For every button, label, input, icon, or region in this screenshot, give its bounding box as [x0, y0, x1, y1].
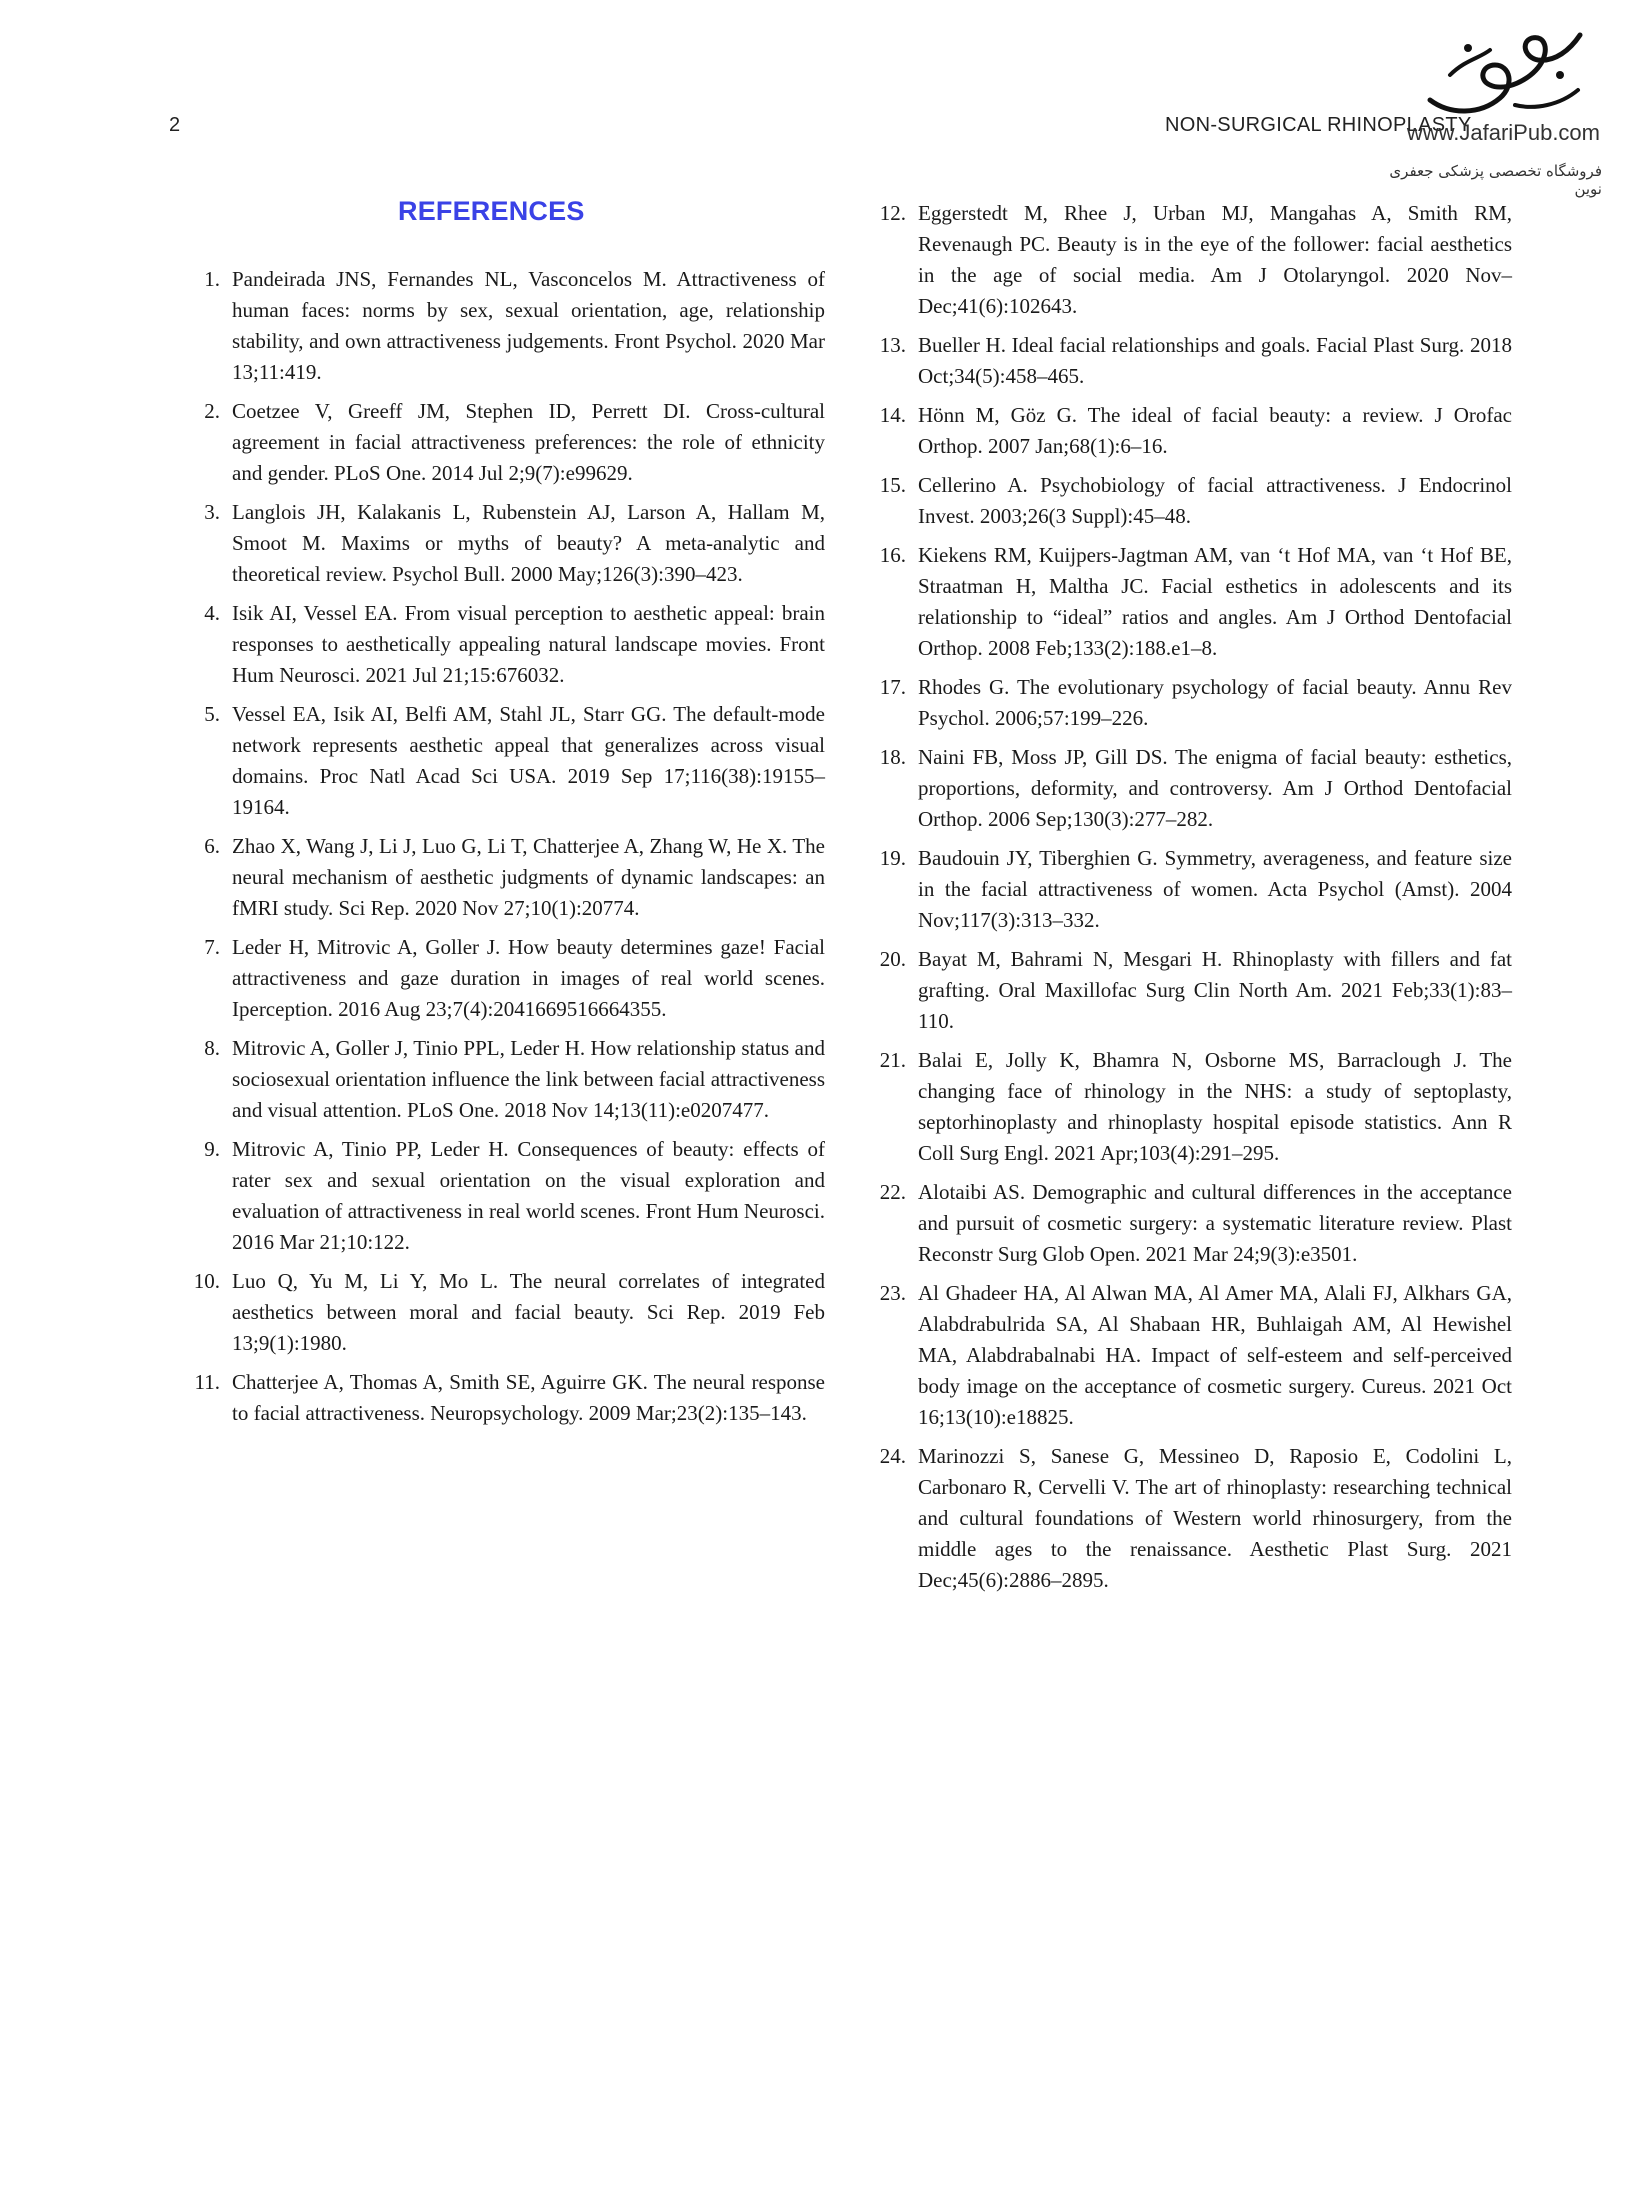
watermark-url: www.JafariPub.com: [1406, 120, 1600, 145]
reference-item: [180, 598, 825, 691]
reference-number: 8.: [204, 1036, 220, 1060]
reference-number: 20.: [879, 947, 906, 971]
reference-number: 9.: [204, 1137, 220, 1161]
reference-number: 11.: [194, 1370, 220, 1394]
reference-item: [180, 264, 825, 388]
reference-number: 21.: [879, 1048, 906, 1072]
reference-text: Isik AI, Vessel EA. From visual perception to aesthetic appeal: brain responses to aesthetically appealing natural landscape movies. Front Hum Neurosci. 2021 Jul 21;15:676032.: [232, 601, 825, 687]
reference-number: 2.: [204, 399, 220, 423]
reference-text: Cellerino A. Psychobiology of facial attractiveness. J Endocrinol Invest. 2003;26(3 Suppl):45–48.: [918, 473, 1512, 528]
reference-text: Chatterjee A, Thomas A, Smith SE, Aguirre GK. The neural response to facial attractiveness. Neuropsychology. 2009 Mar;23(2):135–143.: [232, 1370, 825, 1425]
reference-item: [180, 497, 825, 590]
reference-item: [180, 932, 825, 1025]
reference-item: [866, 540, 1512, 664]
publisher-watermark: [1380, 20, 1620, 198]
reference-text: Marinozzi S, Sanese G, Messineo D, Raposio E, Codolini L, Carbonaro R, Cervelli V. The art of rhinoplasty: researching technical and cultural foundations of Western world rhinosurgery, from the middle ages to the renaissance. Aesthetic Plast Surg. 2021 Dec;45(6):2886–2895.: [918, 1444, 1512, 1592]
reference-text: Mitrovic A, Goller J, Tinio PPL, Leder H. How relationship status and sociosexual orientation influence the link between facial attractiveness and visual attention. PLoS One. 2018 Nov 14;13(11):e0207477.: [232, 1036, 826, 1122]
reference-item: [180, 1033, 825, 1126]
reference-number: 5.: [204, 702, 220, 726]
reference-number: 13.: [879, 333, 906, 357]
reference-item: [866, 400, 1512, 462]
reference-number: 12.: [879, 201, 906, 225]
reference-number: 10.: [193, 1269, 220, 1293]
reference-number: 23.: [879, 1281, 906, 1305]
reference-item: [866, 198, 1512, 322]
reference-number: 1.: [204, 267, 220, 291]
reference-number: 6.: [204, 834, 220, 858]
reference-item: [180, 831, 825, 924]
reference-text: Pandeirada JNS, Fernandes NL, Vasconcelos M. Attractiveness of human faces: norms by sex, sexual orientation, age, relationship stability, and own attractiveness judgements. Front Psychol. 2020 Mar 13;11:419.: [232, 267, 825, 384]
reference-item: [180, 1134, 825, 1258]
reference-text: Al Ghadeer HA, Al Alwan MA, Al Amer MA, Alali FJ, Alkhars GA, Alabdrabulrida SA, Al Shabaan HR, Buhlaigah AM, Al Hewishel MA, Alabdrabalnabi HA. Impact of self-esteem and self-perceived body image on the acceptance of cosmetic surgery. Cureus. 2021 Oct 16;13(10):e18825.: [918, 1281, 1512, 1429]
reference-item: [866, 672, 1512, 734]
reference-item: [866, 944, 1512, 1037]
reference-text: Rhodes G. The evolutionary psychology of facial beauty. Annu Rev Psychol. 2006;57:199–226.: [918, 675, 1512, 730]
reference-number: 7.: [204, 935, 220, 959]
reference-text: Coetzee V, Greeff JM, Stephen ID, Perrett DI. Cross-cultural agreement in facial attractiveness preferences: the role of ethnicity and gender. PLoS One. 2014 Jul 2;9(7):e99629.: [232, 399, 825, 485]
reference-text: Kiekens RM, Kuijpers-Jagtman AM, van ‘t Hof MA, van ‘t Hof BE, Straatman H, Maltha JC. Facial esthetics in adolescents and its relationship to “ideal” ratios and angles. Am J Orthod Dentofacial Orthop. 2008 Feb;133(2):188.e1–8.: [918, 543, 1512, 660]
reference-text: Bayat M, Bahrami N, Mesgari H. Rhinoplasty with fillers and fat grafting. Oral Maxillofac Surg Clin North Am. 2021 Feb;33(1):83–110.: [918, 947, 1512, 1033]
reference-text: Alotaibi AS. Demographic and cultural differences in the acceptance and pursuit of cosmetic surgery: a systematic literature review. Plast Reconstr Surg Glob Open. 2021 Mar 24;9(3):e3501.: [918, 1180, 1512, 1266]
reference-number: 4.: [204, 601, 220, 625]
running-head: NON-SURGICAL RHINOPLASTY: [1165, 114, 1472, 136]
reference-number: 18.: [879, 745, 906, 769]
reference-number: 3.: [204, 500, 220, 524]
reference-item: [866, 1441, 1512, 1596]
reference-item: [866, 330, 1512, 392]
reference-text: Langlois JH, Kalakanis L, Rubenstein AJ, Larson A, Hallam M, Smoot M. Maxims or myths of beauty? A meta-analytic and theoretical review. Psychol Bull. 2000 May;126(3):390–423.: [232, 500, 825, 586]
reference-item: [866, 1045, 1512, 1169]
references-heading: REFERENCES: [398, 196, 585, 226]
reference-item: [180, 699, 825, 823]
reference-item: [180, 1367, 825, 1429]
reference-text: Mitrovic A, Tinio PP, Leder H. Consequences of beauty: effects of rater sex and sexual orientation on the visual exploration and evaluation of attractiveness in real world scenes. Front Hum Neurosci. 2016 Mar 21;10:122.: [232, 1137, 825, 1254]
reference-number: 15.: [879, 473, 906, 497]
reference-number: 24.: [879, 1444, 906, 1468]
reference-item: [866, 1177, 1512, 1270]
reference-text: Zhao X, Wang J, Li J, Luo G, Li T, Chatterjee A, Zhang W, He X. The neural mechanism of aesthetic judgments of dynamic landscapes: an fMRI study. Sci Rep. 2020 Nov 27;10(1):20774.: [232, 834, 825, 920]
reference-number: 16.: [879, 543, 906, 567]
references-left-column: [180, 264, 825, 1437]
watermark-tagline: فروشگاه تخصصی پزشکی جعفری نوین: [1389, 162, 1602, 198]
reference-number: 19.: [879, 846, 906, 870]
reference-item: [180, 1266, 825, 1359]
page-number: 2: [169, 114, 181, 136]
reference-text: Baudouin JY, Tiberghien G. Symmetry, averageness, and feature size in the facial attractiveness of women. Acta Psychol (Amst). 2004 Nov;117(3):313–332.: [918, 846, 1512, 932]
references-right-column: [866, 198, 1512, 1604]
reference-number: 17.: [879, 675, 906, 699]
reference-text: Vessel EA, Isik AI, Belfi AM, Stahl JL, Starr GG. The default-mode network represents aesthetic appeal that generalizes across visual domains. Proc Natl Acad Sci USA. 2019 Sep 17;116(38):19155–19164.: [232, 702, 825, 819]
reference-text: Leder H, Mitrovic A, Goller J. How beauty determines gaze! Facial attractiveness and gaze duration in images of real world scenes. Iperception. 2016 Aug 23;7(4):2041669516664355.: [232, 935, 825, 1021]
reference-text: Hönn M, Göz G. The ideal of facial beauty: a review. J Orofac Orthop. 2007 Jan;68(1):6–16.: [918, 403, 1512, 458]
reference-text: Luo Q, Yu M, Li Y, Mo L. The neural correlates of integrated aesthetics between moral and facial beauty. Sci Rep. 2019 Feb 13;9(1):1980.: [232, 1269, 825, 1355]
reference-text: Balai E, Jolly K, Bhamra N, Osborne MS, Barraclough J. The changing face of rhinology in the NHS: a study of septoplasty, septorhinoplasty and rhinoplasty hospital episode statistics. Ann R Coll Surg Engl. 2021 Apr;103(4):291–295.: [918, 1048, 1512, 1165]
reference-text: Eggerstedt M, Rhee J, Urban MJ, Mangahas A, Smith RM, Revenaugh PC. Beauty is in the eye of the follower: facial aesthetics in the age of social media. Am J Otolaryngol. 2020 Nov–Dec;41(6):102643.: [918, 201, 1512, 318]
reference-text: Bueller H. Ideal facial relationships and goals. Facial Plast Surg. 2018 Oct;34(5):458–465.: [918, 333, 1512, 388]
reference-number: 14.: [879, 403, 906, 427]
reference-item: [866, 843, 1512, 936]
reference-item: [180, 396, 825, 489]
reference-text: Naini FB, Moss JP, Gill DS. The enigma of facial beauty: esthetics, proportions, deformity, and controversy. Am J Orthod Dentofacial Orthop. 2006 Sep;130(3):277–282.: [918, 745, 1512, 831]
reference-item: [866, 1278, 1512, 1433]
reference-item: [866, 742, 1512, 835]
reference-number: 22.: [879, 1180, 906, 1204]
reference-item: [866, 470, 1512, 532]
calligraphy-logo-icon: [1420, 20, 1590, 130]
